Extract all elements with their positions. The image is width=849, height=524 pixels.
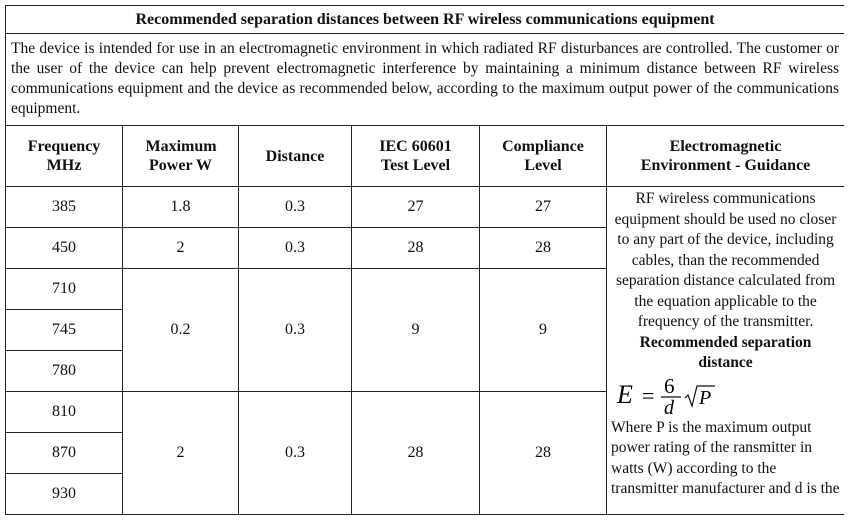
guidance-heading: Recommended separation distance — [639, 333, 812, 371]
header-iec-level: IEC 60601 Test Level — [352, 126, 480, 187]
header-guidance: Electromagnetic Environment - Guidance — [607, 126, 845, 187]
cell-frequency: 450 — [6, 228, 123, 269]
equation-equals: = — [642, 382, 655, 408]
cell-compliance: 27 — [480, 187, 607, 228]
cell-frequency: 930 — [6, 474, 123, 515]
cell-max-power: 2 — [123, 228, 239, 269]
guidance-cell — [607, 187, 845, 515]
cell-max-power: 0.2 — [123, 269, 239, 392]
table-row — [6, 187, 845, 228]
header-compliance: Compliance Level — [480, 126, 607, 187]
header-frequency: Frequency MHz — [6, 126, 123, 187]
equation-radicand: P — [699, 386, 712, 409]
cell-compliance: 28 — [480, 392, 607, 515]
header-max-power: Maximum Power W — [123, 126, 239, 187]
cell-iec-level: 28 — [352, 228, 480, 269]
cell-compliance: 28 — [480, 228, 607, 269]
equation-numerator: 6 — [664, 375, 675, 398]
cell-max-power: 1.8 — [123, 187, 239, 228]
cell-frequency: 745 — [6, 310, 123, 351]
cell-max-power: 2 — [123, 392, 239, 515]
cell-frequency: 385 — [6, 187, 123, 228]
equation-lhs: E — [617, 379, 633, 409]
guidance-text: RF wireless communications equipment should be used no closer to any part of the device, including cables, than the recommended separation distance calculated from the equation applicable to the frequency of the transmitter. — [614, 190, 837, 330]
cell-distance: 0.3 — [239, 269, 352, 392]
separation-distance-document — [5, 5, 844, 524]
equation-denominator: d — [664, 396, 674, 416]
intro-paragraph: The device is intended for use in an electromagnetic environment in which radiated RF disturbances are controlled. The customer or the user of the device can help prevent electromagnetic interference by maintaining a minimum distance between RF wireless communications equipment and the device as recommended below, according to the maximum output power of the communications equipment. — [6, 34, 845, 126]
cell-frequency: 780 — [6, 351, 123, 392]
cell-frequency: 870 — [6, 433, 123, 474]
cell-distance: 0.3 — [239, 392, 352, 515]
cell-compliance: 9 — [480, 269, 607, 392]
separation-distance-table — [5, 5, 844, 515]
cell-frequency: 710 — [6, 269, 123, 310]
guidance-text-continued: Where P is the maximum output power rating of the ransmitter in watts (W) according to the transmitter manufacturer and d is the — [611, 418, 840, 497]
distance-equation — [611, 374, 840, 418]
cell-distance: 0.3 — [239, 228, 352, 269]
cell-iec-level: 27 — [352, 187, 480, 228]
header-distance: Distance — [239, 126, 352, 187]
cell-distance: 0.3 — [239, 187, 352, 228]
cell-iec-level: 9 — [352, 269, 480, 392]
cell-frequency: 810 — [6, 392, 123, 433]
cell-iec-level: 28 — [352, 392, 480, 515]
table-title: Recommended separation distances between RF wireless communications equipment — [6, 6, 845, 34]
header-row — [6, 126, 845, 187]
